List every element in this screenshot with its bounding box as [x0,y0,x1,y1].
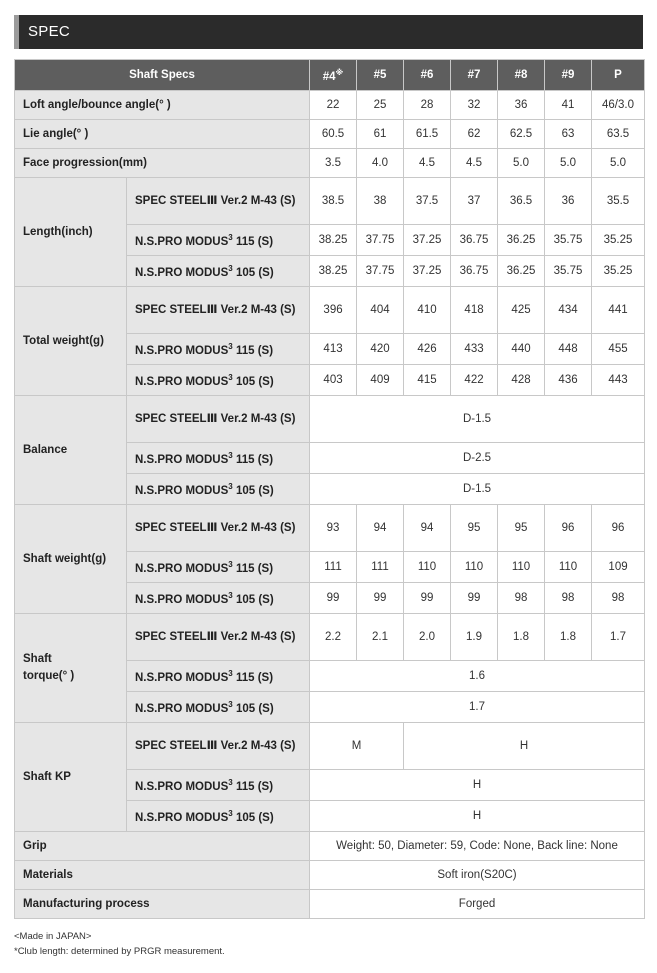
row-label: Materials [15,861,310,890]
table-row [15,120,645,149]
table-row [15,861,645,890]
cell: 2.1 [357,614,404,661]
cell: 36.75 [451,225,498,256]
cell: 35.75 [545,256,592,287]
cell: 111 [357,552,404,583]
cell: 418 [451,287,498,334]
row-label: Shaft weight(g) [15,505,127,614]
cell: 109 [592,552,645,583]
cell: 3.5 [310,149,357,178]
cell: 95 [498,505,545,552]
cell: 422 [451,365,498,396]
cell: 1.6 [310,661,645,692]
cell: 62 [451,120,498,149]
spec-table [14,59,645,919]
shaft-name: N.S.PRO MODUS$^3$ 115 (S) [127,770,310,801]
footnote-club-length: *Club length: determined by PRGR measurement. [14,946,225,957]
header-col: #7 [451,60,498,91]
cell: 404 [357,287,404,334]
cell: 35.25 [592,225,645,256]
cell: H [310,801,645,832]
table-row [15,614,645,661]
header-col: #4※ [310,60,357,91]
cell: 426 [404,334,451,365]
row-label: Grip [15,832,310,861]
cell: 46/3.0 [592,91,645,120]
cell: 420 [357,334,404,365]
table-row [15,287,645,334]
cell: 110 [451,552,498,583]
cell: 36.5 [498,178,545,225]
cell: 443 [592,365,645,396]
cell: 37.25 [404,225,451,256]
table-row [15,91,645,120]
shaft-name: SPEC STEELⅢ Ver.2 M-43 (S) [127,287,310,334]
cell: 25 [357,91,404,120]
cell: H [404,723,645,770]
header-col: #8 [498,60,545,91]
cell: 41 [545,91,592,120]
row-label: Shaft torque(° ) [15,614,127,723]
cell: 94 [357,505,404,552]
cell: 36.25 [498,256,545,287]
cell: 428 [498,365,545,396]
shaft-name: SPEC STEELⅢ Ver.2 M-43 (S) [127,396,310,443]
cell: H [310,770,645,801]
cell: 37.25 [404,256,451,287]
cell: 36 [545,178,592,225]
cell: 1.7 [310,692,645,723]
shaft-name: SPEC STEELⅢ Ver.2 M-43 (S) [127,614,310,661]
cell: 110 [404,552,451,583]
cell: 93 [310,505,357,552]
cell: 455 [592,334,645,365]
row-label: Total weight(g) [15,287,127,396]
footnotes [14,929,225,959]
cell: 63 [545,120,592,149]
row-label: Manufacturing process [15,890,310,919]
cell: 22 [310,91,357,120]
cell: 111 [310,552,357,583]
table-row [15,723,645,770]
cell: 98 [545,583,592,614]
row-label: Loft angle/bounce angle(° ) [15,91,310,120]
table-row [15,890,645,919]
cell: 37.5 [404,178,451,225]
cell: 99 [404,583,451,614]
cell: Forged [310,890,645,919]
shaft-name: SPEC STEELⅢ Ver.2 M-43 (S) [127,178,310,225]
cell: 2.2 [310,614,357,661]
header-col: #6 [404,60,451,91]
cell: 1.8 [545,614,592,661]
cell: 434 [545,287,592,334]
cell: 1.8 [498,614,545,661]
shaft-name: N.S.PRO MODUS$^3$ 105 (S) [127,474,310,505]
cell: 38.25 [310,256,357,287]
shaft-name: N.S.PRO MODUS$^3$ 115 (S) [127,552,310,583]
section-title-bar [14,15,643,49]
shaft-name: SPEC STEELⅢ Ver.2 M-43 (S) [127,505,310,552]
shaft-name: N.S.PRO MODUS$^3$ 115 (S) [127,661,310,692]
cell: 60.5 [310,120,357,149]
table-row [15,505,645,552]
cell: 4.0 [357,149,404,178]
shaft-name: N.S.PRO MODUS$^3$ 105 (S) [127,256,310,287]
cell: 38.5 [310,178,357,225]
cell: 98 [498,583,545,614]
cell: 425 [498,287,545,334]
cell: 415 [404,365,451,396]
cell: 62.5 [498,120,545,149]
cell: 36 [498,91,545,120]
cell: 403 [310,365,357,396]
cell: 448 [545,334,592,365]
cell: 110 [498,552,545,583]
cell: 36.75 [451,256,498,287]
shaft-name: N.S.PRO MODUS$^3$ 105 (S) [127,692,310,723]
cell: 2.0 [404,614,451,661]
cell: 436 [545,365,592,396]
row-label: Face progression(mm) [15,149,310,178]
shaft-name: N.S.PRO MODUS$^3$ 105 (S) [127,801,310,832]
cell: 5.0 [592,149,645,178]
cell: D-1.5 [310,396,645,443]
cell: 5.0 [498,149,545,178]
shaft-name: N.S.PRO MODUS$^3$ 105 (S) [127,365,310,396]
cell: 433 [451,334,498,365]
cell: 99 [310,583,357,614]
cell: 35.75 [545,225,592,256]
cell: 38 [357,178,404,225]
row-label: Shaft KP [15,723,127,832]
cell: 410 [404,287,451,334]
cell: 396 [310,287,357,334]
cell: 63.5 [592,120,645,149]
shaft-name: SPEC STEELⅢ Ver.2 M-43 (S) [127,723,310,770]
row-label: Balance [15,396,127,505]
cell: 99 [357,583,404,614]
cell: 98 [592,583,645,614]
cell: Soft iron(S20C) [310,861,645,890]
shaft-name: N.S.PRO MODUS$^3$ 105 (S) [127,583,310,614]
cell: 413 [310,334,357,365]
cell: 440 [498,334,545,365]
header-col: P [592,60,645,91]
cell: 4.5 [404,149,451,178]
cell: 99 [451,583,498,614]
header-col: #9 [545,60,592,91]
cell: D-2.5 [310,443,645,474]
cell: 4.5 [451,149,498,178]
cell: 96 [545,505,592,552]
cell: 35.25 [592,256,645,287]
shaft-name: N.S.PRO MODUS$^3$ 115 (S) [127,443,310,474]
table-row [15,149,645,178]
cell: 28 [404,91,451,120]
cell: 1.7 [592,614,645,661]
table-row [15,396,645,443]
cell: 61.5 [404,120,451,149]
cell: 37 [451,178,498,225]
cell: 95 [451,505,498,552]
table-row [15,178,645,225]
shaft-name: N.S.PRO MODUS$^3$ 115 (S) [127,334,310,365]
cell: 61 [357,120,404,149]
cell: 38.25 [310,225,357,256]
shaft-name: N.S.PRO MODUS$^3$ 115 (S) [127,225,310,256]
table-row [15,832,645,861]
cell: 94 [404,505,451,552]
cell: M [310,723,404,770]
footnote-made-in: <Made in JAPAN> [14,931,92,942]
section-title: SPEC [28,23,71,40]
cell: 37.75 [357,225,404,256]
row-label: Lie angle(° ) [15,120,310,149]
cell: 441 [592,287,645,334]
cell: 36.25 [498,225,545,256]
cell: 37.75 [357,256,404,287]
cell: 1.9 [451,614,498,661]
cell: 32 [451,91,498,120]
cell: 5.0 [545,149,592,178]
cell: Weight: 50, Diameter: 59, Code: None, Back line: None [310,832,645,861]
cell: 409 [357,365,404,396]
cell: 110 [545,552,592,583]
footnote-mark: ※ [335,67,344,77]
header-row [15,60,645,91]
cell: D-1.5 [310,474,645,505]
cell: 35.5 [592,178,645,225]
cell: 96 [592,505,645,552]
header-label: Shaft Specs [15,60,310,91]
row-label: Length(inch) [15,178,127,287]
header-col: #5 [357,60,404,91]
